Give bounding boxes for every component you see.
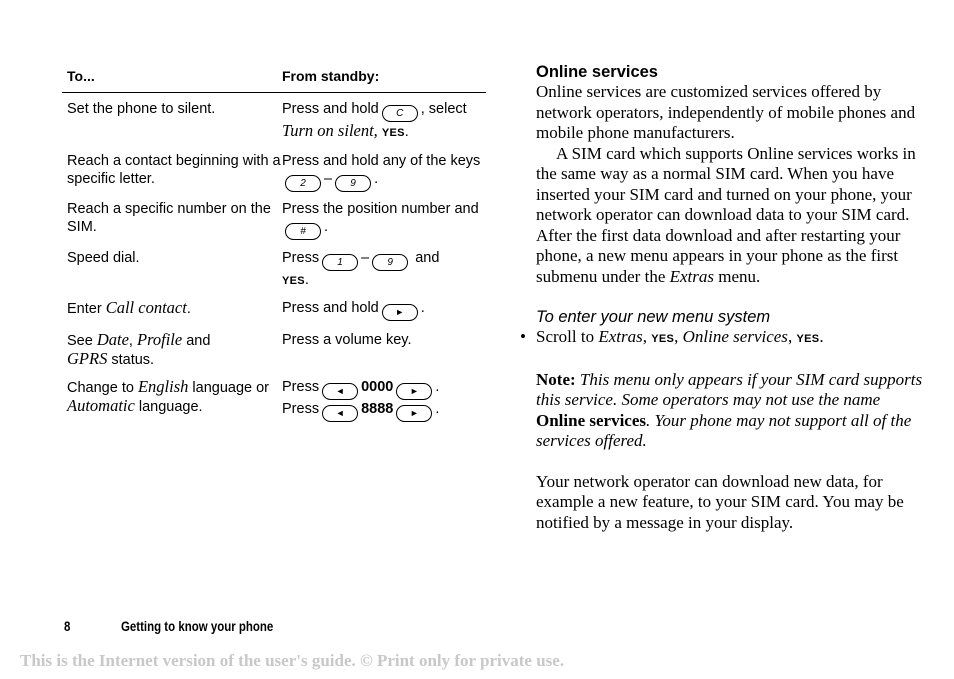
right-arrow-key-icon: ► [396, 405, 432, 422]
row-action: Press and hold C , select Turn on silent, YES. [282, 101, 467, 140]
note-label: Note: [536, 369, 576, 389]
table-row [62, 378, 486, 422]
table-header [62, 66, 486, 93]
key-2-icon: 2 [285, 175, 321, 192]
key-9-icon: 9 [335, 175, 371, 192]
hash-key-icon: # [285, 223, 321, 240]
row-action: Press a volume key. [282, 332, 412, 348]
page-footer [64, 619, 404, 634]
left-arrow-key-icon: ◄ [322, 383, 358, 400]
yes-label: YES [651, 333, 675, 345]
table-row [62, 249, 486, 290]
paragraph-download: Your network operator can download new data, for example a new feature, to your SIM card. You may be notified by a message in your display. [536, 471, 904, 532]
sub-heading: To enter your new menu system [536, 308, 771, 326]
table-row [62, 331, 486, 369]
page-number: 8 [64, 619, 71, 634]
paragraph-sim-card: A SIM card which supports Online services works in the same way as a normal SIM card. When you have inserted your SIM card and turned on your phone, your network operator can download data to your SIM card. After the first data download and after restarting your phone, a new menu appears in your phone as the first submenu under the Extras menu. [536, 143, 916, 286]
key-9-icon: 9 [372, 254, 408, 271]
row-task: Speed dial. [67, 250, 140, 266]
row-action: Press 1 – 9 and YES. [282, 250, 440, 288]
yes-label: YES [381, 127, 405, 139]
yes-label: YES [282, 275, 305, 287]
key-1-icon: 1 [322, 254, 358, 271]
row-action: Press ◄ 0000 ► . Press ◄ 8888 ► . [282, 378, 481, 422]
row-action: Press and hold ► . [282, 299, 481, 321]
section-name: Getting to know your phone [120, 619, 274, 634]
header-from-standby: From standby: [282, 68, 380, 84]
table-row [62, 152, 486, 192]
table-row [62, 200, 486, 240]
row-task: Set the phone to silent. [67, 101, 216, 117]
bullet-item: • Scroll to Extras, YES, Online services, YES. [536, 327, 928, 350]
row-action: Press the position number and# . [282, 200, 481, 240]
section-title: Online services [536, 63, 658, 81]
row-task: Reach a specific number on the SIM. [67, 201, 271, 235]
row-task: Enter Call contact. [67, 298, 191, 317]
header-to: To... [67, 68, 95, 84]
row-action: Press and hold any of the keys2 – 9 . [282, 152, 481, 192]
note: Note: This menu only appears if your SIM card supports this service. Some operators may not use the name Online services. Your phone may not support all of the services offered. [536, 369, 923, 450]
right-arrow-key-icon: ► [396, 383, 432, 400]
row-task: Change to English language or Automatic language. [67, 377, 269, 415]
yes-label: YES [796, 333, 820, 345]
left-arrow-key-icon: ◄ [322, 405, 358, 422]
online-services-section [536, 62, 928, 533]
right-arrow-key-icon: ► [382, 304, 418, 321]
row-task: Reach a contact beginning with a specific letter. [67, 153, 281, 187]
table-row [62, 100, 486, 142]
copyright-notice: This is the Internet version of the user's guide. © Print only for private use. [20, 651, 565, 670]
paragraph-intro: Online services are customized services offered by network operators, independently of mobile phones and mobile phone manufacturers. [536, 82, 916, 142]
command-table [62, 66, 486, 422]
table-row [62, 299, 486, 321]
row-task: See Date, Profile and GPRS status. [67, 330, 211, 368]
c-key-icon: C [382, 105, 418, 122]
